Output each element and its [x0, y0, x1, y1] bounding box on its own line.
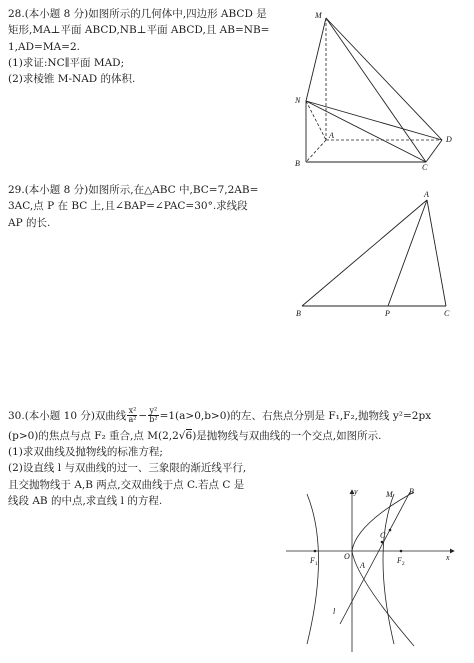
problem-28 [8, 6, 288, 87]
problem-28-question-2: (2)求棱锥 M-NAD 的体积. [8, 73, 136, 86]
fraction-numerator: y² [149, 406, 158, 415]
label-B: B [296, 309, 301, 318]
label-P: P [385, 309, 390, 318]
label-y: y [354, 487, 358, 496]
label-B: B [295, 159, 300, 168]
problem-30-line-2 [8, 428, 470, 444]
label-M: M [315, 11, 322, 20]
fraction-denominator: b² [149, 415, 158, 425]
fraction-denominator: a² [128, 415, 137, 425]
problem-30-question-2a: (2)设直线 l 与双曲线的过一、三象限的渐近线平行, [8, 462, 247, 475]
label-F1-letter: F [310, 556, 315, 565]
label-F2 [396, 556, 405, 567]
problem-29-line-2: 3AC,点 P 在 BC 上,且∠BAP=∠PAC=30°.求线段 [8, 200, 248, 213]
label-F2-subscript: 2 [401, 561, 405, 567]
label-B: B [409, 487, 414, 496]
problem-28-line-2: 矩形,MA⊥平面 ABCD,NB⊥平面 ABCD,且 AB=NB= [8, 24, 270, 37]
sqrt-radicand: 6 [185, 429, 193, 442]
label-F2-letter: F [397, 556, 402, 565]
label-C: C [422, 163, 428, 172]
problem-30-question-2b: 且交抛物线于 A,B 两点,交双曲线于点 C.若点 C 是 [8, 478, 245, 491]
label-M: M [386, 490, 393, 499]
problem-29 [8, 182, 298, 231]
fraction-numerator: x² [128, 406, 137, 415]
problem-30-line-1 [8, 407, 470, 425]
problem-29-line-1: 29.(本小题 8 分)如图所示,在△ABC 中,BC=7,2AB= [8, 184, 259, 196]
problem-30-prefix: 30.(本小题 10 分)双曲线 [8, 409, 127, 422]
label-x: x [446, 553, 450, 562]
fraction-y2-b2 [148, 407, 158, 425]
figure-29-triangle [290, 186, 465, 321]
label-C: C [444, 309, 450, 318]
problem-28-question-1: (1)求证:NC∥平面 MAD; [8, 56, 125, 69]
minus-sign: − [138, 409, 148, 422]
line-2-suffix: )是抛物线与双曲线的一个交点,如图所示. [192, 429, 382, 442]
label-A: A [424, 190, 429, 199]
problem-28-line-1: 28.(本小题 8 分)如图所示的几何体中,四边形 ABCD 是 [8, 8, 267, 20]
fraction-x2-a2 [127, 407, 137, 425]
problem-29-line-3: AP 的长. [8, 216, 51, 229]
equation-rest: =1(a>0,b>0)的左、右焦点分别是 F₁,F₂,抛物线 y²=2px [159, 409, 432, 422]
label-F1-subscript: 1 [314, 561, 318, 567]
problem-30-question-2c: 线段 AB 的中点,求直线 l 的方程. [8, 494, 163, 507]
figure-30-hyperbola-parabola [282, 484, 464, 656]
label-F1 [309, 556, 318, 567]
line-2-prefix: (p>0)的焦点与点 F₂ 重合,点 M(2,2 [8, 429, 179, 442]
sqrt-sign: √ [178, 429, 186, 442]
label-N: N [295, 96, 301, 105]
problem-30-question-1: (1)求双曲线及抛物线的标准方程; [8, 446, 163, 459]
label-O: O [344, 552, 350, 561]
label-C: C [380, 531, 386, 540]
label-D: D [446, 135, 452, 144]
label-A: A [360, 561, 365, 570]
problem-28-line-3: 1,AD=MA=2. [8, 40, 80, 53]
label-l: l [333, 607, 336, 616]
figure-28-solid [290, 8, 470, 173]
label-A: A [329, 131, 334, 140]
